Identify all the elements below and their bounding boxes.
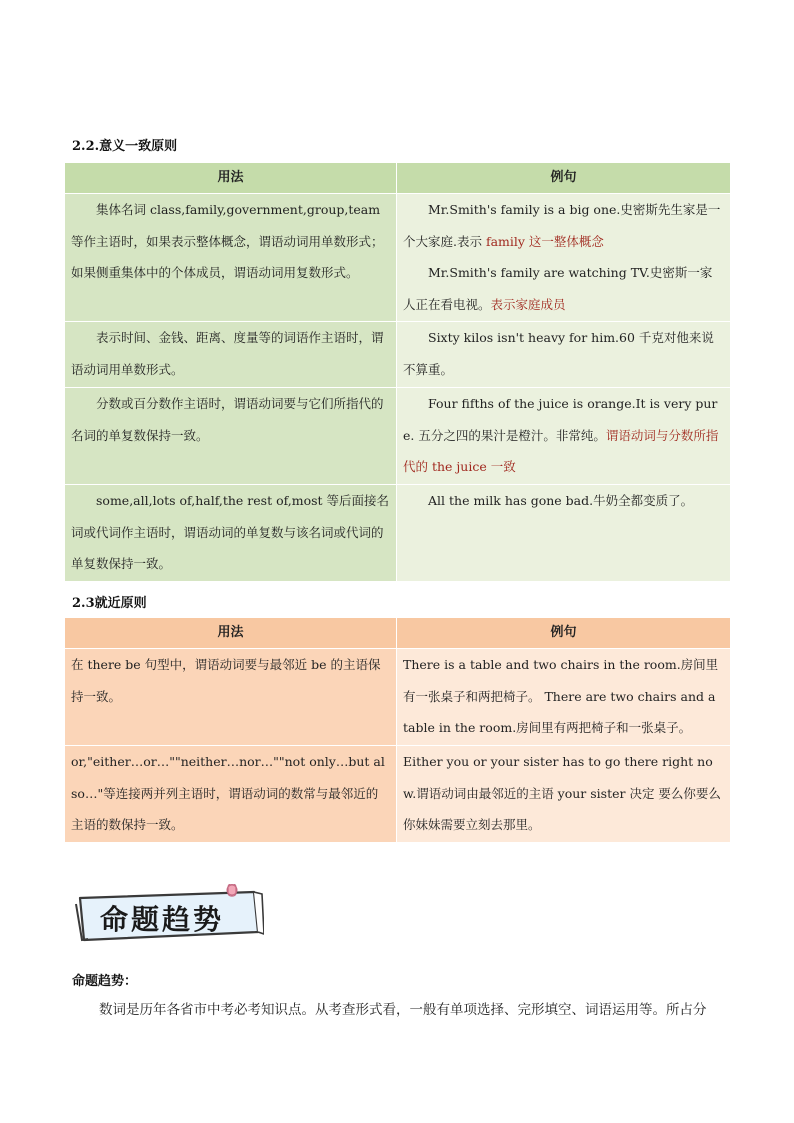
column-header-usage: 用法 — [65, 618, 397, 649]
usage-cell: 在 there be 句型中，谓语动词要与最邻近 be 的主语保持一致。 — [65, 649, 397, 746]
example-note: family 这一整体概念 — [485, 233, 604, 249]
column-header-example: 例句 — [397, 618, 731, 649]
table-row — [65, 649, 731, 746]
example-sentence: Mr.Smith's family is a big one.史密斯先生家是一个大家庭.表示 family 这一整体概念 — [403, 202, 721, 249]
table-header-row — [65, 618, 731, 649]
section-heading-2-3: 2.3就近原则 — [72, 596, 147, 611]
table-row — [65, 322, 731, 388]
example-cell: Four fifths of the juice is orange.It is very pure. 五分之四的果汁是橙汁。非常纯。谓语动词与分数所指代的 the juice 一致 — [397, 388, 731, 485]
example-sentence: Mr.Smith's family are watching TV.史密斯一家人正在看电视。表示家庭成员 — [403, 265, 713, 312]
banner-label: 命题趋势 — [100, 903, 225, 936]
column-header-example: 例句 — [397, 163, 731, 194]
example-note: 表示家庭成员 — [490, 296, 566, 312]
topic-trend-banner — [74, 884, 264, 946]
example-note: 谓语动词与分数所指代的 the juice 一致 — [403, 427, 719, 474]
example-cell: Sixty kilos isn't heavy for him.60 千克对他来说不算重。 — [397, 322, 731, 388]
trend-title: 命题趋势： — [72, 974, 138, 989]
usage-cell: 分数或百分数作主语时，谓语动词要与它们所指代的名词的单复数保持一致。 — [65, 388, 397, 485]
table-row — [65, 746, 731, 843]
usage-cell: some,all,lots of,half,the rest of,most 等后面接名词或代词作主语时，谓语动词的单复数与该名词或代词的单复数保持一致。 — [65, 485, 397, 582]
table-row — [65, 485, 731, 582]
table-header-row — [65, 163, 731, 194]
usage-cell: 表示时间、金钱、距离、度量等的词语作主语时，谓语动词用单数形式。 — [65, 322, 397, 388]
table-row — [65, 388, 731, 485]
usage-cell: or,"either…or…""neither…nor…""not only…but also…"等连接两并列主语时，谓语动词的数常与最邻近的主语的数保持一致。 — [65, 746, 397, 843]
table-row — [65, 194, 731, 322]
usage-cell: 集体名词 class,family,government,group,team 等作主语时，如果表示整体概念，谓语动词用单数形式；如果侧重集体中的个体成员，谓语动词用复数形式。 — [65, 194, 397, 322]
example-cell: Either you or your sister has to go there right now.谓语动词由最邻近的主语 your sister 决定 要么你要么你妹妹需要立刻去那里。 — [397, 746, 731, 843]
table-proximity-principle — [64, 617, 731, 843]
column-header-usage: 用法 — [65, 163, 397, 194]
trend-paragraph: 数词是历年各省市中考必考知识点。从考查形式看，一般有单项选择、完形填空、词语运用等。所占分 — [99, 1002, 707, 1018]
table-meaning-agreement — [64, 162, 731, 582]
example-cell: There is a table and two chairs in the room.房间里有一张桌子和两把椅子。 There are two chairs and a table in the room.房间里有两把椅子和一张桌子。 — [397, 649, 731, 746]
example-cell: All the milk has gone bad.牛奶全都变质了。 — [397, 485, 731, 582]
example-cell — [397, 194, 731, 322]
section-heading-2-2: 2.2.意义一致原则 — [72, 139, 178, 154]
